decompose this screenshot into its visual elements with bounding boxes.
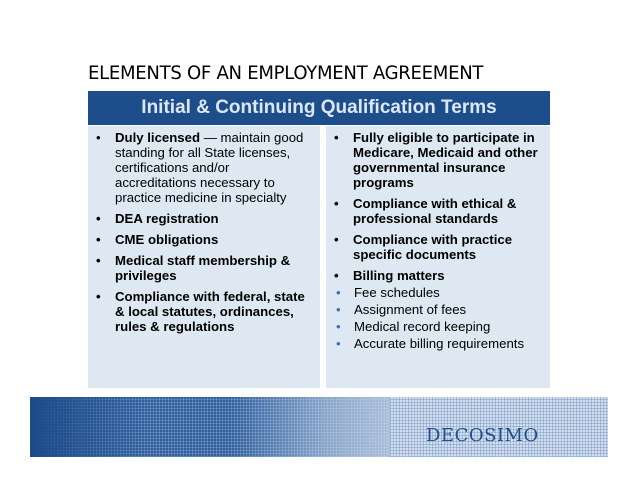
billing-sublist: [334, 285, 542, 351]
sub-list-item: • Accurate billing requirements: [334, 336, 542, 351]
list-item: • CME obligations: [96, 232, 312, 247]
list-item: • Compliance with ethical & professional standards: [334, 196, 542, 226]
list-item-label: Billing matters: [353, 268, 445, 283]
right-column: [326, 126, 550, 388]
item-term: Duly licensed: [115, 130, 201, 145]
right-list: [334, 130, 542, 283]
list-item: • Fully eligible to participate in Medicare, Medicaid and other governmental insurance programs: [334, 130, 542, 190]
slide-title: ELEMENTS OF AN EMPLOYMENT AGREEMENT: [88, 62, 484, 84]
sub-list-item: • Medical record keeping: [334, 319, 542, 334]
list-item: • Compliance with federal, state & local statutes, ordinances, rules & regulations: [96, 289, 312, 334]
banner-label: Initial & Continuing Qualification Terms: [141, 97, 497, 118]
section-banner: [88, 91, 550, 125]
item-description: — maintain good standing for all State licenses, certifications and/or accreditations necessary to practice medicine in specialty: [115, 130, 304, 205]
footer-band-transition: [230, 397, 390, 457]
left-column: [88, 126, 320, 388]
sub-list-item: • Assignment of fees: [334, 302, 542, 317]
list-item: • DEA registration: [96, 211, 312, 226]
list-item: • Compliance with practice specific documents: [334, 232, 542, 262]
list-item: [334, 268, 542, 283]
decosimo-logo: DECOSIMO: [426, 425, 539, 446]
footer-band-fade: [30, 397, 150, 457]
list-item: • Medical staff membership & privileges: [96, 253, 312, 283]
left-list: [96, 130, 312, 334]
sub-list-item: • Fee schedules: [334, 285, 542, 300]
list-item: [96, 130, 312, 205]
